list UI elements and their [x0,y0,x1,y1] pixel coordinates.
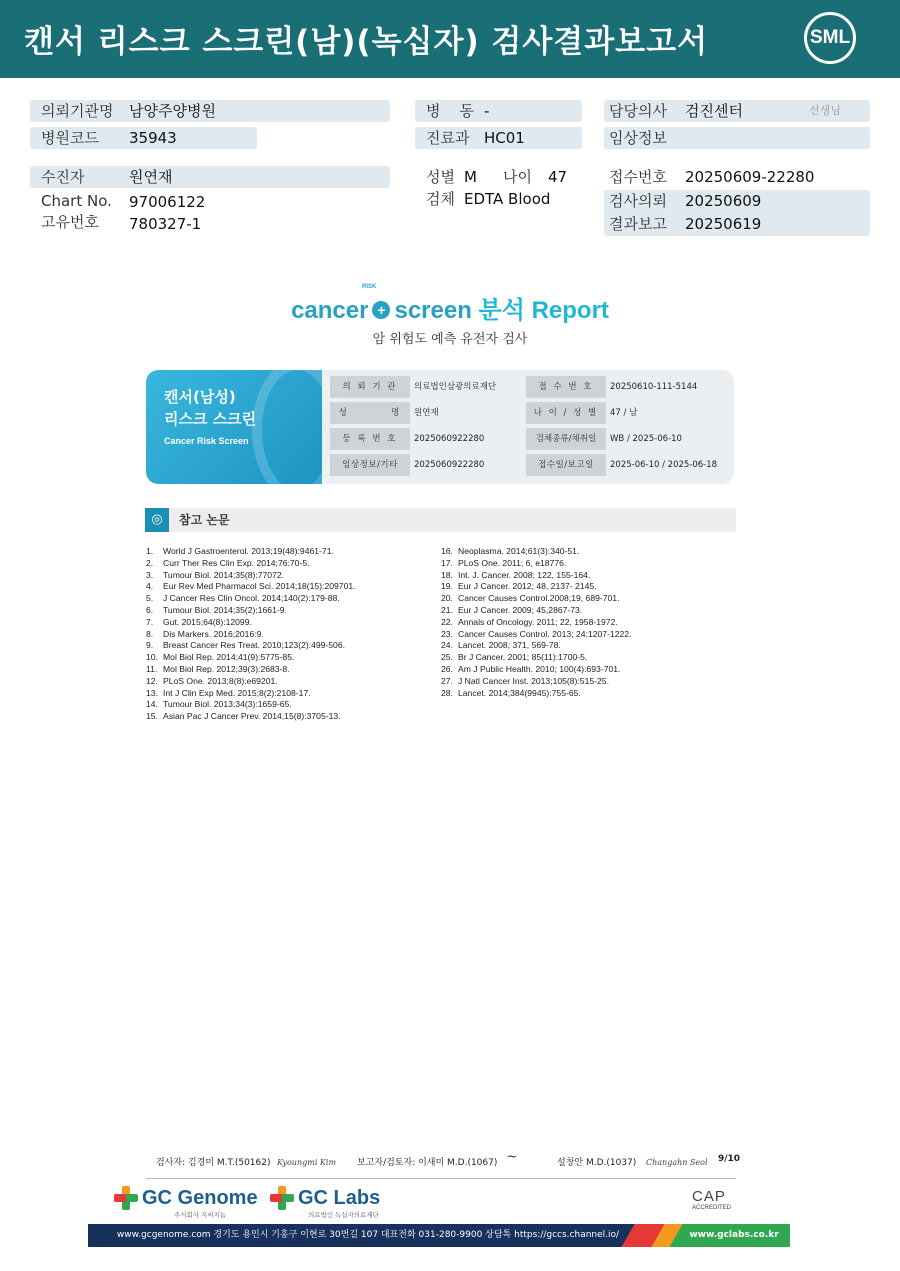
card-h-dates: 접수일/보고일 [526,454,606,476]
reference-item [441,676,631,688]
reference-number: 20. [441,593,453,604]
reference-text: Eur J Cancer. 2012; 48, 2137- 2145. [458,581,597,592]
hospital-code-value: 35943 [129,129,177,147]
footer-contact-bar [88,1224,790,1247]
reference-text: Neoplasma. 2014;61(3):340-51. [458,546,580,556]
institution-label: 의뢰기관명 [41,102,114,120]
reference-number: 8. [146,628,154,639]
reference-item [146,676,356,688]
sex-label: 성별 [426,168,455,186]
reference-number: 4. [146,581,154,592]
chart-no-label: Chart No. [41,192,112,210]
reference-number: 22. [441,616,453,627]
reference-text: Tumour Biol. 2014;35(2):1661-9. [163,604,287,615]
reference-text: Cancer Causes Control. 2013; 24:1207-1222. [458,628,632,639]
footer-address: www.gcgenome.com 경기도 용인시 기흥구 이현로 30번길 107 대표전화 031-280-9900 상담톡 https://gccs.channel.io/ [116,1230,620,1240]
card-v-name: 원연재 [414,408,439,418]
brand-report: 분석 Report [478,297,609,324]
tester-info: 검사자: 김경미 M.T.(50162) [156,1158,271,1168]
ward-value: - [484,102,490,120]
reference-text: Dis Markers. 2016;2016:9. [163,628,264,639]
reference-item [146,605,356,617]
reference-number: 1. [146,546,154,556]
sex-value: M [464,168,477,186]
report-date-label: 결과보고 [609,215,667,233]
ward-label: 병 동 [426,102,475,120]
reference-number: 15. [146,711,158,722]
card-v-age-sex: 47 / 남 [610,408,638,418]
doctor-value: 검진센터 [685,102,743,120]
card-v-dates: 2025-06-10 / 2025-06-18 [610,460,718,470]
reference-number: 2. [146,557,154,568]
name-value: 원연재 [129,168,173,186]
tester-signature: Kyoungmi Kim [277,1158,337,1167]
reference-text: Am J Public Health. 2010; 100(4):693-701. [458,663,621,674]
receipt-label: 접수번호 [609,168,667,186]
unique-id-value: 780327-1 [129,215,202,233]
card-v-clinical: 2025060922280 [414,460,485,470]
references-section-header [145,508,736,532]
reference-text: Breast Cancer Res Treat. 2010;123(2):499-506. [163,640,346,651]
reference-text: Tumour Biol. 2013;34(3):1659-65. [163,699,292,710]
reference-text: Gut. 2015;64(8):12099. [163,616,252,627]
reference-number: 27. [441,675,453,686]
reference-item [441,617,631,629]
dept-label: 진료과 [426,129,470,147]
reference-text: Br J Cancer. 2001; 85(11):1700-5. [458,652,588,663]
reference-item [441,652,631,664]
reference-number: 7. [146,616,154,627]
globe-icon: ◎ [145,508,169,532]
card-h-name: 성 명 [330,402,410,424]
reference-item [441,605,631,617]
reference-item [146,664,356,676]
cap-sub: ACCREDITED [692,1205,732,1211]
reference-text: Lancet. 2008; 371, 569-78. [458,640,561,651]
brand-subtitle: 암 위험도 예측 유전자 검사 [372,332,528,347]
clinical-info-label: 임상정보 [609,129,667,147]
gc-cross-icon [114,1186,138,1210]
card-title-panel [146,370,322,484]
reference-number: 28. [441,687,453,698]
gc-labs-name: GC Labs [298,1187,381,1209]
reference-item [441,581,631,593]
reference-text: J Cancer Res Clin Oncol. 2014;140(2):179-88. [163,593,340,604]
info-card [146,370,734,484]
reference-item [146,593,356,605]
reporter-signature: ~ [506,1149,518,1165]
reference-number: 26. [441,663,453,674]
reference-item [146,699,356,711]
reference-item [146,546,356,558]
gclabs-website-link[interactable]: www.gclabs.co.kr [689,1230,779,1240]
doctor-label: 담당의사 [609,102,667,120]
card-h-registration: 등 록 번 호 [330,428,410,450]
gc-cross-icon [270,1186,294,1210]
footer-divider [146,1178,736,1179]
reference-item [146,652,356,664]
age-value: 47 [548,168,568,186]
reference-text: Asian Pac J Cancer Prev. 2014;15(8):3705-13. [163,711,341,722]
institution-value: 남양주양병원 [129,102,216,120]
reference-number: 19. [441,581,453,592]
reference-text: Int. J. Cancer. 2008; 122, 155-164. [458,569,591,580]
request-date-value: 20250609 [685,192,762,210]
reference-item [441,688,631,700]
sml-logo: SML [804,12,856,64]
reference-text: World J Gastroenterol. 2013;19(48):9461-71. [163,546,334,556]
reference-text: Curr Ther Res Clin Exp. 2014;76:70-5. [163,557,310,568]
reference-number: 24. [441,640,453,651]
reference-text: Lancet. 2014;384(9945):755-65. [458,687,581,698]
age-label: 나이 [503,168,532,186]
reference-item [146,640,356,652]
card-title-2: 리스크 스크린 [164,410,257,428]
card-h-age-sex: 나 이 / 성 별 [526,402,606,424]
gc-labs-sub: 의료법인 녹십자의료재단 [308,1212,379,1219]
reference-text: Annals of Oncology. 2011; 22, 1958-1972. [458,616,618,627]
reference-item [441,570,631,582]
reference-item [146,570,356,582]
wave-decoration [252,370,342,484]
reference-number: 13. [146,687,158,698]
card-h-clinical: 임상정보/기타 [330,454,410,476]
card-v-specimen: WB / 2025-06-10 [610,434,682,444]
reference-text: PLoS One. 2011; 6, e18776. [458,557,567,568]
reference-number: 10. [146,652,158,663]
reference-text: Cancer Causes Control.2008;19, 689-701. [458,593,620,604]
hospital-code-label: 병원코드 [41,129,99,147]
references-left-column [146,546,356,723]
card-v-receipt: 20250610-111-5144 [610,382,698,392]
approver-info: 설창안 M.D.(1037) [557,1158,637,1168]
card-h-specimen: 검체종류/채취일 [526,428,606,450]
reference-item [146,629,356,641]
reference-item [441,664,631,676]
report-date-value: 20250619 [685,215,762,233]
reference-number: 5. [146,593,154,604]
receipt-value: 20250609-22280 [685,168,815,186]
reference-number: 14. [146,699,158,710]
page-number: 9/10 [718,1154,741,1164]
reference-text: Int J Clin Exp Med. 2015;8(2):2108-17. [163,687,311,698]
gc-genome-name: GC Genome [142,1187,258,1209]
reference-item [146,581,356,593]
header-bar [0,0,900,78]
brand-risk: RISK [362,284,377,290]
reference-text: Eur J Cancer. 2009; 45,2867-73. [458,604,583,615]
references-right-column [441,546,631,699]
brand-cancer: cancer [291,297,369,324]
reference-number: 23. [441,628,453,639]
unique-id-label: 고유번호 [41,213,99,231]
card-title-en: Cancer Risk Screen [164,436,249,446]
report-title: 캔서 리스크 스크린(남)(녹십자) 검사결과보고서 [24,24,709,60]
request-date-label: 검사의뢰 [609,192,667,210]
reference-text: J Natl Cancer Inst. 2013;105(8):515-25. [458,675,609,686]
reference-item [146,558,356,570]
reference-number: 3. [146,569,154,580]
specimen-label: 검체 [426,190,455,208]
reference-item [441,629,631,641]
reporter-info: 보고자/검토자: 이새미 M.D.(1067) [357,1158,498,1168]
cap-accredited-logo [692,1188,731,1211]
card-h-institution: 의 뢰 기 관 [330,376,410,398]
approver-signature: Changahn Seol [646,1158,708,1167]
reference-number: 25. [441,652,453,663]
brand-screen: screen [394,297,472,324]
card-v-institution: 의료법인삼광의료재단 [414,382,497,392]
reference-text: Tumour Biol. 2014;35(8):77072. [163,569,285,580]
card-v-registration: 2025060922280 [414,434,485,444]
reference-number: 6. [146,604,154,615]
reference-item [441,546,631,558]
reference-number: 17. [441,557,453,568]
dept-value: HC01 [484,129,525,147]
reference-text: Mol Biol Rep. 2014;41(9):5775-85. [163,652,295,663]
gc-genome-logo [114,1186,258,1219]
chart-no-value: 97006122 [129,193,206,211]
reference-item [441,558,631,570]
reference-text: Eur Rev Med Pharmacol Sci. 2014;18(15):209701. [163,581,356,592]
reference-number: 9. [146,640,154,651]
cancer-screen-brand [0,290,900,325]
card-h-receipt: 접 수 번 호 [526,376,606,398]
reference-item [146,617,356,629]
reference-text: Mol Biol Rep. 2012;39(3):2683-8. [163,663,290,674]
card-title-1: 캔서(남성) [164,388,236,406]
risk-plus-icon: + [372,301,390,319]
name-label: 수진자 [41,168,85,186]
reference-number: 16. [441,546,453,556]
specimen-value: EDTA Blood [464,190,551,208]
reference-text: PLoS One. 2013;8(8):e69201. [163,675,278,686]
doctor-suffix: 선생님 [809,104,841,117]
reference-number: 21. [441,604,453,615]
cap-text: CAP [692,1188,726,1205]
references-title: 참고 논문 [179,513,230,527]
gc-labs-logo [270,1186,381,1219]
reference-item [441,593,631,605]
reference-number: 11. [146,663,158,674]
gc-genome-sub: 주식회사 지씨지놈 [174,1212,227,1219]
reference-number: 18. [441,569,453,580]
reference-number: 12. [146,675,158,686]
reference-item [146,711,356,723]
reference-item [146,688,356,700]
reference-item [441,640,631,652]
